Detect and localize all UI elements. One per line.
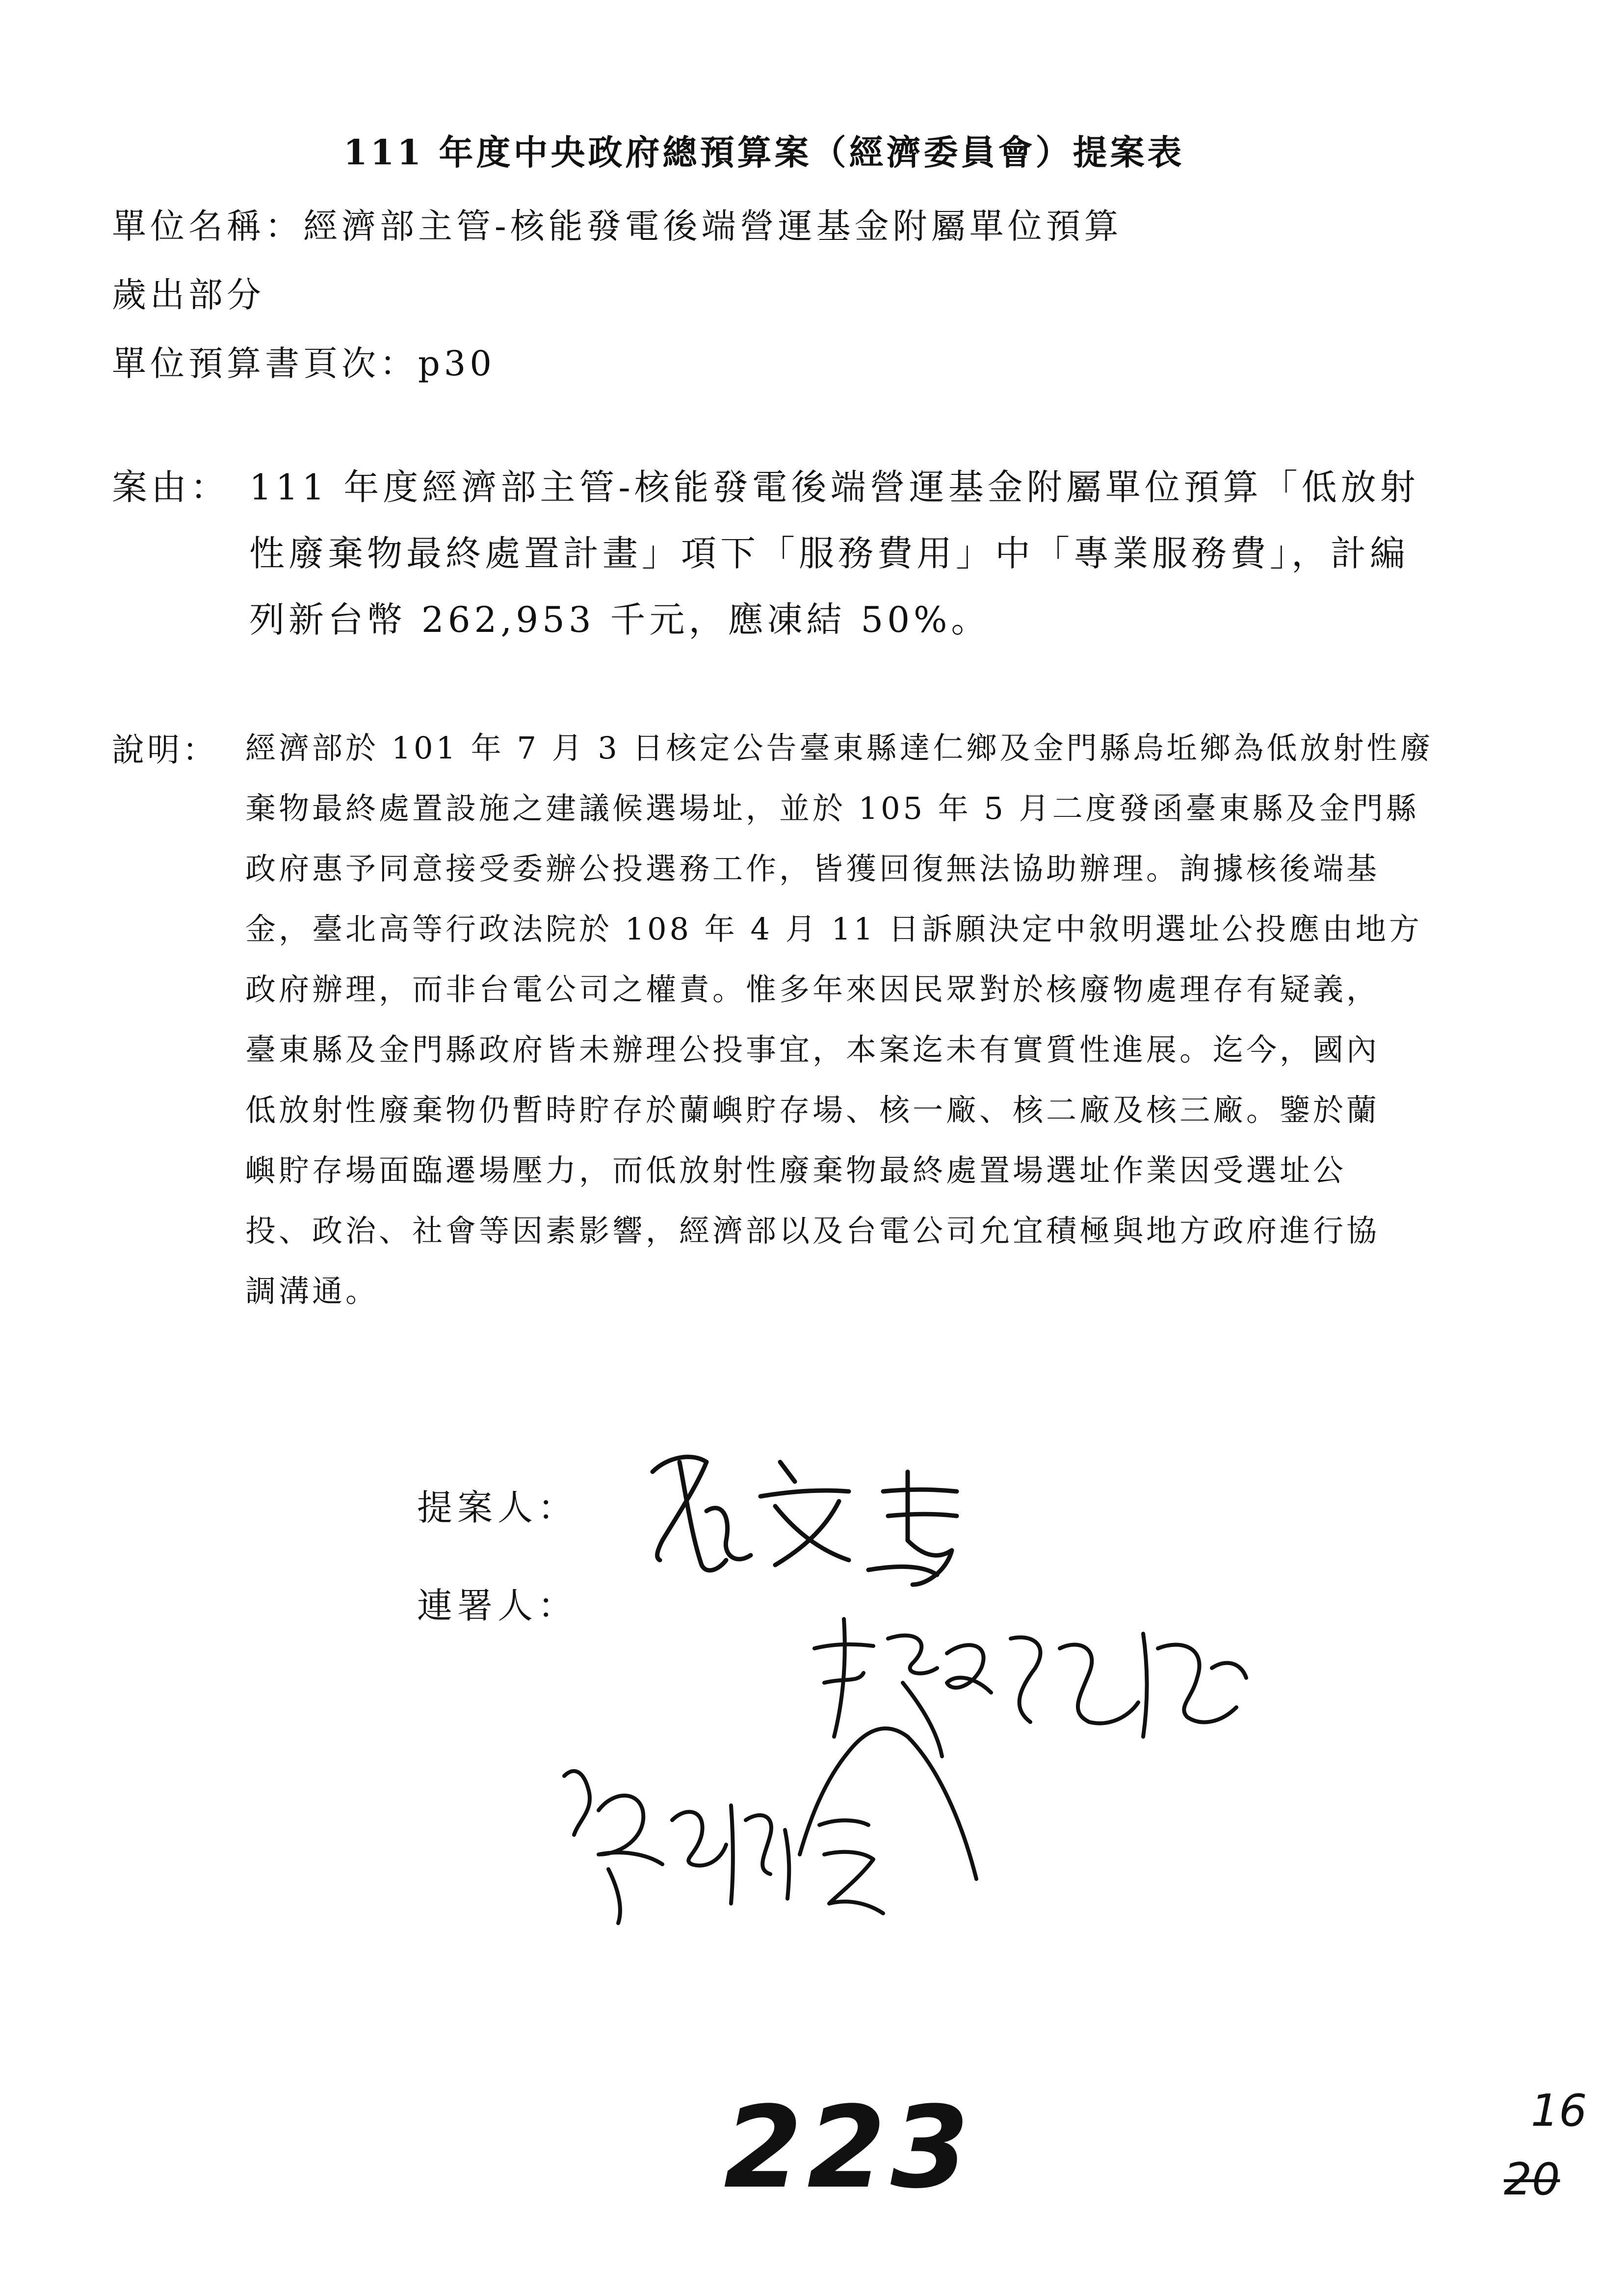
budget-page-ref: 單位預算書頁次：p30 (112, 343, 496, 384)
explanation-line: 經濟部於 101 年 7 月 3 日核定公告臺東縣達仁鄉及金門縣烏坵鄉為低放射性廢 (245, 730, 1434, 766)
corner-number-struck: 20 (1504, 2154, 1560, 2205)
corner-number: 16 (1531, 2085, 1587, 2137)
page-number: 223 (724, 2083, 974, 2214)
explanation-line: 調溝通。 (245, 1273, 379, 1309)
explanation-line: 金，臺北高等行政法院於 108 年 4 月 11 日訴願決定中敘明選址公投應由地方 (245, 911, 1422, 947)
explanation-line: 政府惠予同意接受委辦公投選務工作，皆獲回復無法協助辦理。詢據核後端基 (245, 851, 1380, 887)
proposer-signature (633, 1442, 1035, 1590)
reason-line: 111 年度經濟部主管-核能發電後端營運基金附屬單位預算「低放射 (249, 467, 1419, 508)
document-title: 111 年度中央政府總預算案（經濟委員會）提案表 (343, 132, 1185, 173)
explanation-line: 棄物最終處置設施之建議候選場址，並於 105 年 5 月二度發函臺東縣及金門縣 (245, 790, 1419, 826)
explanation-line: 低放射性廢棄物仍暫時貯存於蘭嶼貯存場、核一廠、核二廠及核三廠。鑒於蘭 (245, 1092, 1380, 1128)
explanation-line: 政府辦理，而非台電公司之權責。惟多年來因民眾對於核廢物處理存有疑義， (245, 971, 1380, 1007)
reason-line: 列新台幣 262,953 千元，應凍結 50%。 (249, 599, 991, 640)
reason-label: 案由： (112, 467, 230, 508)
section-label: 歲出部分 (112, 275, 265, 315)
cosigner-label: 連署人： (417, 1585, 578, 1626)
explanation-line: 臺東縣及金門縣政府皆未辦理公投事宜，本案迄未有實質性進展。迄今，國內 (245, 1032, 1380, 1068)
cosigner-signature-2 (545, 1693, 1035, 1948)
explanation-line: 投、政治、社會等因素影響，經濟部以及台電公司允宜積極與地方政府進行協 (245, 1213, 1380, 1249)
explanation-line: 嶼貯存場面臨遷場壓力，而低放射性廢棄物最終處置場選址作業因受選址公 (245, 1152, 1347, 1188)
unit-name: 單位名稱：經濟部主管-核能發電後端營運基金附屬單位預算 (112, 206, 1123, 246)
reason-line: 性廢棄物最終處置計畫」項下「服務費用」中「專業服務費」，計編 (249, 533, 1410, 574)
proposer-label: 提案人： (417, 1487, 578, 1528)
explanation-label: 說明： (112, 731, 218, 769)
